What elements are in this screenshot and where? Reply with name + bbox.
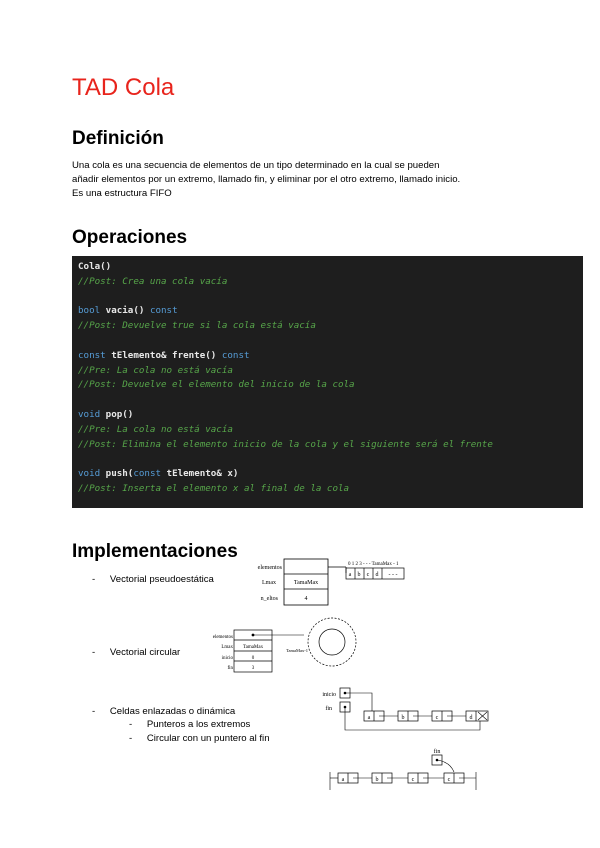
list-item-label: Vectorial pseudoestática xyxy=(109,574,214,585)
code-comment-line xyxy=(78,378,577,393)
field-label: fin xyxy=(227,666,233,671)
code-blank-line xyxy=(78,290,577,305)
code-token: tElemento& x) xyxy=(166,468,239,480)
code-signature-line xyxy=(78,349,577,364)
cell-value: b xyxy=(375,777,379,783)
cell-value: a xyxy=(367,715,371,721)
field-value: 4 xyxy=(304,596,308,602)
list-item xyxy=(92,706,235,717)
list-item-label: Circular con un puntero al fin xyxy=(146,733,270,744)
bullet: - xyxy=(129,719,133,730)
code-token: const xyxy=(149,305,178,317)
code-block xyxy=(72,256,583,508)
list-item-label: Punteros a los extremos xyxy=(146,719,251,730)
field-label: Lmax xyxy=(221,645,233,650)
field-label: elementos xyxy=(257,565,282,571)
code-token: void xyxy=(78,408,106,420)
cell-value: d xyxy=(375,572,379,578)
field-value: TamaMax xyxy=(293,580,319,586)
code-token: const xyxy=(221,349,250,361)
code-token: const xyxy=(133,468,167,480)
linked-cells-diagram xyxy=(318,685,498,735)
list-item xyxy=(92,647,180,658)
bullet: - xyxy=(92,574,96,585)
code-signature-line xyxy=(78,304,577,319)
code-token: push( xyxy=(105,468,134,480)
pointer-label: inicio xyxy=(322,692,336,698)
bullet: - xyxy=(129,733,133,744)
code-token: pop() xyxy=(105,408,134,420)
code-signature-line xyxy=(78,408,577,423)
code-token: vacia() xyxy=(105,305,150,317)
circular-vector-diagram xyxy=(200,608,370,678)
code-blank-line xyxy=(78,334,577,349)
code-token: //Post: Crea una cola vacía xyxy=(78,275,228,287)
field-label: n_eltos xyxy=(260,596,278,602)
pointer-label: fin xyxy=(325,706,332,712)
definicion-line: Es una estructura FIFO xyxy=(72,188,172,199)
field-value: 3 xyxy=(251,666,255,671)
cell-value: b xyxy=(357,572,361,578)
cell-value: a xyxy=(348,572,352,578)
code-token: const xyxy=(78,349,112,361)
code-blank-line xyxy=(78,393,577,408)
page-title: TAD Cola xyxy=(72,74,175,101)
field-label: Lmax xyxy=(262,580,276,586)
circular-linked-diagram xyxy=(318,742,488,794)
code-token: tElemento& frente() xyxy=(111,349,222,361)
cell-value: c xyxy=(366,572,370,578)
field-label: elementos xyxy=(212,635,233,640)
code-token: //Post: Devuelve el elemento del inicio de la cola xyxy=(78,379,355,391)
cell-value: - - - xyxy=(388,572,398,578)
sub-list-item xyxy=(129,719,250,730)
definicion-line: añadir elementos por un extremo, llamado fin, y eliminar por el otro extremo, llamado inicio. xyxy=(72,174,461,185)
code-token: void xyxy=(78,468,106,480)
definicion-paragraph xyxy=(72,159,542,201)
cell-value: c xyxy=(435,715,439,721)
list-item xyxy=(92,574,214,585)
code-token: //Post: Inserta el elemento x al final de la cola xyxy=(78,482,350,494)
pointer-label: fin xyxy=(433,749,441,755)
code-token: //Post: Elimina el elemento inicio de la cola y el siguiente será el frente xyxy=(78,438,493,450)
definicion-heading: Definición xyxy=(72,128,164,149)
code-signature-line xyxy=(78,260,577,275)
field-value: TamaMax xyxy=(242,645,264,650)
code-comment-line xyxy=(78,423,577,438)
definicion-line: Una cola es una secuencia de elementos de un tipo determinado en la cual se pueden xyxy=(72,160,440,171)
code-signature-line xyxy=(78,467,577,482)
field-label: inicio xyxy=(221,656,233,661)
code-token: //Pre: La cola no está vacía xyxy=(78,364,233,376)
bullet: - xyxy=(92,647,96,658)
code-comment-line xyxy=(78,438,577,453)
implementaciones-heading: Implementaciones xyxy=(72,541,238,562)
bullet: - xyxy=(92,706,96,717)
list-item-label: Celdas enlazadas o dinámica xyxy=(109,706,236,717)
sub-list-item xyxy=(129,733,270,744)
cell-value: d xyxy=(469,715,473,721)
cell-value: c xyxy=(447,777,451,783)
code-token: //Post: Devuelve true si la cola está vacía xyxy=(78,320,316,332)
cell-value: b xyxy=(401,715,405,721)
code-comment-line xyxy=(78,275,577,290)
code-token: Cola() xyxy=(78,261,112,272)
index-labels: 0 1 2 3 - - - TamaMax - 1 xyxy=(348,562,399,567)
cell-value: c xyxy=(411,777,415,783)
code-token: bool xyxy=(78,305,106,317)
code-comment-line xyxy=(78,482,577,497)
code-comment-line xyxy=(78,364,577,379)
ring-label: TamaMax-1 xyxy=(286,648,308,653)
code-blank-line xyxy=(78,452,577,467)
list-item-label: Vectorial circular xyxy=(109,647,181,658)
code-token: //Pre: La cola no está vacía xyxy=(78,423,233,435)
field-value: 0 xyxy=(251,656,255,661)
cell-group xyxy=(364,711,488,721)
operaciones-heading: Operaciones xyxy=(72,227,188,248)
cell-value: a xyxy=(341,777,345,783)
code-comment-line xyxy=(78,319,577,334)
static-vector-diagram xyxy=(257,555,580,607)
